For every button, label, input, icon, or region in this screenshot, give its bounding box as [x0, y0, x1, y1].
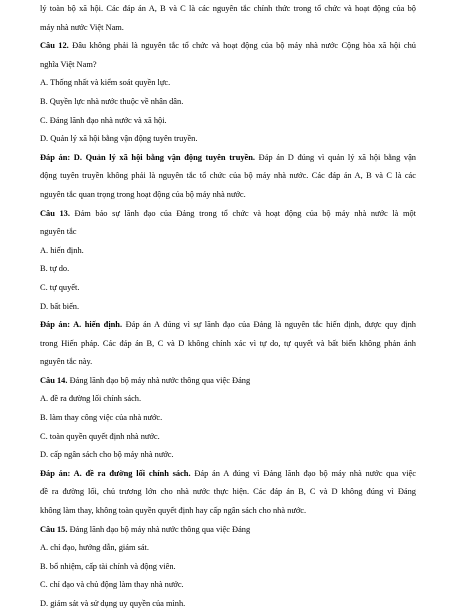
option-b: B. Quyền lực nhà nước thuộc về nhân dân.: [40, 96, 184, 106]
question-number: Câu 13.: [40, 208, 70, 218]
option-a: A. đề ra đường lối chính sách.: [40, 394, 142, 404]
answer-14: Đáp án: A. đề ra đường lối chính sách. Đáp án A đúng vì Đảng lãnh đạo bộ máy nhà nước qua việc: [40, 468, 416, 478]
option-a: A. chỉ đạo, hướng dẫn, giám sát.: [40, 543, 149, 553]
option-d: D. giám sát và sử dụng uy quyền của mình.: [40, 599, 186, 608]
option-b: B. tự do.: [40, 264, 70, 274]
answer-label: Đáp án: A. hiến định.: [40, 320, 123, 330]
text-line: lý toàn bộ xã hội. Các đáp án A, B và C là các nguyên tắc chính thức trong tổ chức và hoạt động của bộ: [40, 4, 416, 13]
option-d: D. Quản lý xã hội bằng vận động tuyên truyền.: [40, 134, 198, 144]
text-line: nguyên tắc quan trọng trong hoạt động của bộ máy nhà nước.: [40, 189, 246, 199]
option-c: C. Đảng lãnh đạo nhà nước và xã hội.: [40, 115, 167, 125]
option-d: D. cấp ngân sách cho bộ máy nhà nước.: [40, 450, 174, 460]
text-line: nghĩa Việt Nam?: [40, 59, 97, 69]
question-number: Câu 12.: [40, 41, 69, 51]
option-a: A. Thống nhất và kiểm soát quyền lực.: [40, 78, 171, 88]
question-13: Câu 13. Đảm bảo sự lãnh đạo của Đảng trong tổ chức và hoạt động của bộ máy nhà nước là một: [40, 208, 416, 218]
option-d: D. bất biến.: [40, 301, 80, 311]
text-line: nguyên tắc này.: [40, 357, 93, 367]
question-15: Câu 15. Đảng lãnh đạo bộ máy nhà nước thông qua việc Đảng: [40, 524, 251, 534]
question-number: Câu 14.: [40, 375, 68, 385]
text-line: đề ra đường lối, chủ trương lớn cho nhà nước thực hiện. Các đáp án B, C và D không đúng vì Đảng: [40, 487, 416, 497]
text-line: không làm thay, không toàn quyền quyết định hay cấp ngân sách cho nhà nước.: [40, 506, 307, 516]
document-page: [40, 0, 416, 614]
option-b: B. làm thay công việc của nhà nước.: [40, 413, 163, 423]
question-14: Câu 14. Đảng lãnh đạo bộ máy nhà nước thông qua việc Đảng: [40, 375, 251, 385]
answer-label: Đáp án: A. đề ra đường lối chính sách.: [40, 468, 191, 478]
option-a: A. hiến định.: [40, 245, 84, 255]
answer-label: Đáp án: D. Quản lý xã hội bằng vận động tuyên truyền.: [40, 152, 256, 162]
option-c: C. chỉ đạo và chủ động làm thay nhà nước.: [40, 580, 184, 590]
question-12: Câu 12. Đâu không phải là nguyên tắc tổ chức và hoạt động của bộ máy nhà nước Cộng hòa xã hội chủ: [40, 41, 416, 51]
text-line: động tuyên truyền không phải là nguyên tắc tổ chức của bộ máy nhà nước. Các đáp án A, B và C là các: [40, 171, 416, 181]
question-number: Câu 15.: [40, 524, 68, 534]
text-line: nguyên tắc: [40, 227, 77, 237]
text-line: trong Hiến pháp. Các đáp án B, C và D không chính xác vì tự do, tự quyết và bất biến không phản ánh: [40, 338, 416, 348]
option-b: B. bổ nhiệm, cấp tài chính và động viên.: [40, 561, 176, 571]
option-c: C. tự quyết.: [40, 282, 80, 292]
answer-13: Đáp án: A. hiến định. Đáp án A đúng vì sự lãnh đạo của Đảng là nguyên tắc hiến định, được quy định: [40, 320, 416, 330]
text-line: máy nhà nước Việt Nam.: [40, 22, 124, 32]
option-c: C. toàn quyền quyết định nhà nước.: [40, 431, 160, 441]
answer-12: Đáp án: D. Quản lý xã hội bằng vận động tuyên truyền. Đáp án D đúng vì quản lý xã hội bằng vận: [40, 152, 416, 162]
